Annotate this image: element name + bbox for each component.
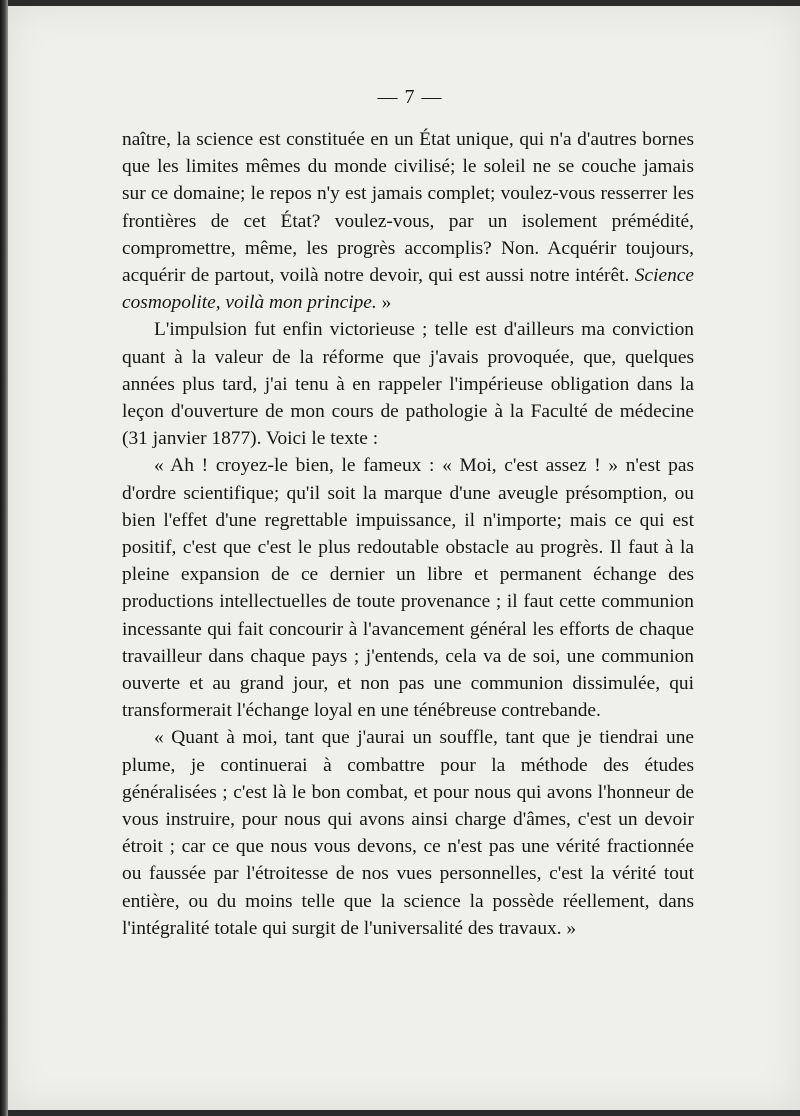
paragraph [122,126,694,316]
paragraph-text: « Ah ! croyez-le bien, le fameux : « Moi, c'est assez ! » n'est pas d'ordre scientifique; qu'il soit la marque d'une aveugle présomption, ou bien l'effet d'une regrettable impuissance, il n'importe; mais ce qui est positif, c'est que c'est le plus redoutable obstacle au progrès. Il faut à la pleine expansion de ce dernier un libre et permanent échange des productions intellectuelles de toute provenance ; il faut cette communion incessante qui fait concourir à l'avancement général les efforts de chaque travailleur dans chaque pays ; j'entends, cela va de soi, une communion ouverte et au grand jour, et non pas une communion dissimulée, qui transformerait l'échange loyal en une ténébreuse contrebande. [122,455,694,722]
paragraph-text: naître, la science est constituée en un État unique, qui n'a d'autres bornes que les limites mêmes du monde civilisé; le soleil ne se couche jamais sur ce domaine; le repos n'y est jamais complet; voulez-vous resserrer les frontières de cet État? voulez-vous, par un isolement prémédité, compromettre, même, les progrès accomplis? Non. Acquérir toujours, acquérir de partout, voilà notre devoir, qui est aussi notre intérêt. [122,129,694,287]
paragraph [122,316,694,452]
page-number: — 7 — [377,86,443,108]
book-spine-edge [0,0,8,1116]
paragraph [122,724,694,942]
paragraph [122,452,694,724]
paragraph-text: L'impulsion fut enfin victorieuse ; telle est d'ailleurs ma conviction quant à la valeur de la réforme que j'avais provoquée, que, quelques années plus tard, j'ai tenu à en rappeler l'impérieuse obligation dans la leçon d'ouverture de mon cours de pathologie à la Faculté de médecine (31 janvier 1877). Voici le texte : [122,319,694,450]
body-text [122,126,694,942]
paragraph-text: » [376,292,392,314]
italic-phrase: Science cosmopolite, voilà mon principe. [122,265,694,314]
paragraph-text: « Quant à moi, tant que j'aurai un souffle, tant que je tiendrai une plume, je continuerai à combattre pour la méthode des études généralisées ; c'est là le bon combat, et pour nous qui avons l'honneur de vous instruire, pour nous qui avons ainsi charge d'âmes, c'est un devoir étroit ; car ce que nous vous devons, ce n'est pas une vérité fractionnée ou faussée par l'étroitesse de nos vues personnelles, c'est la vérité tout entière, ou du moins telle que la science la possède réellement, dans l'intégralité totale qui surgit de l'universalité des travaux. » [122,727,694,939]
